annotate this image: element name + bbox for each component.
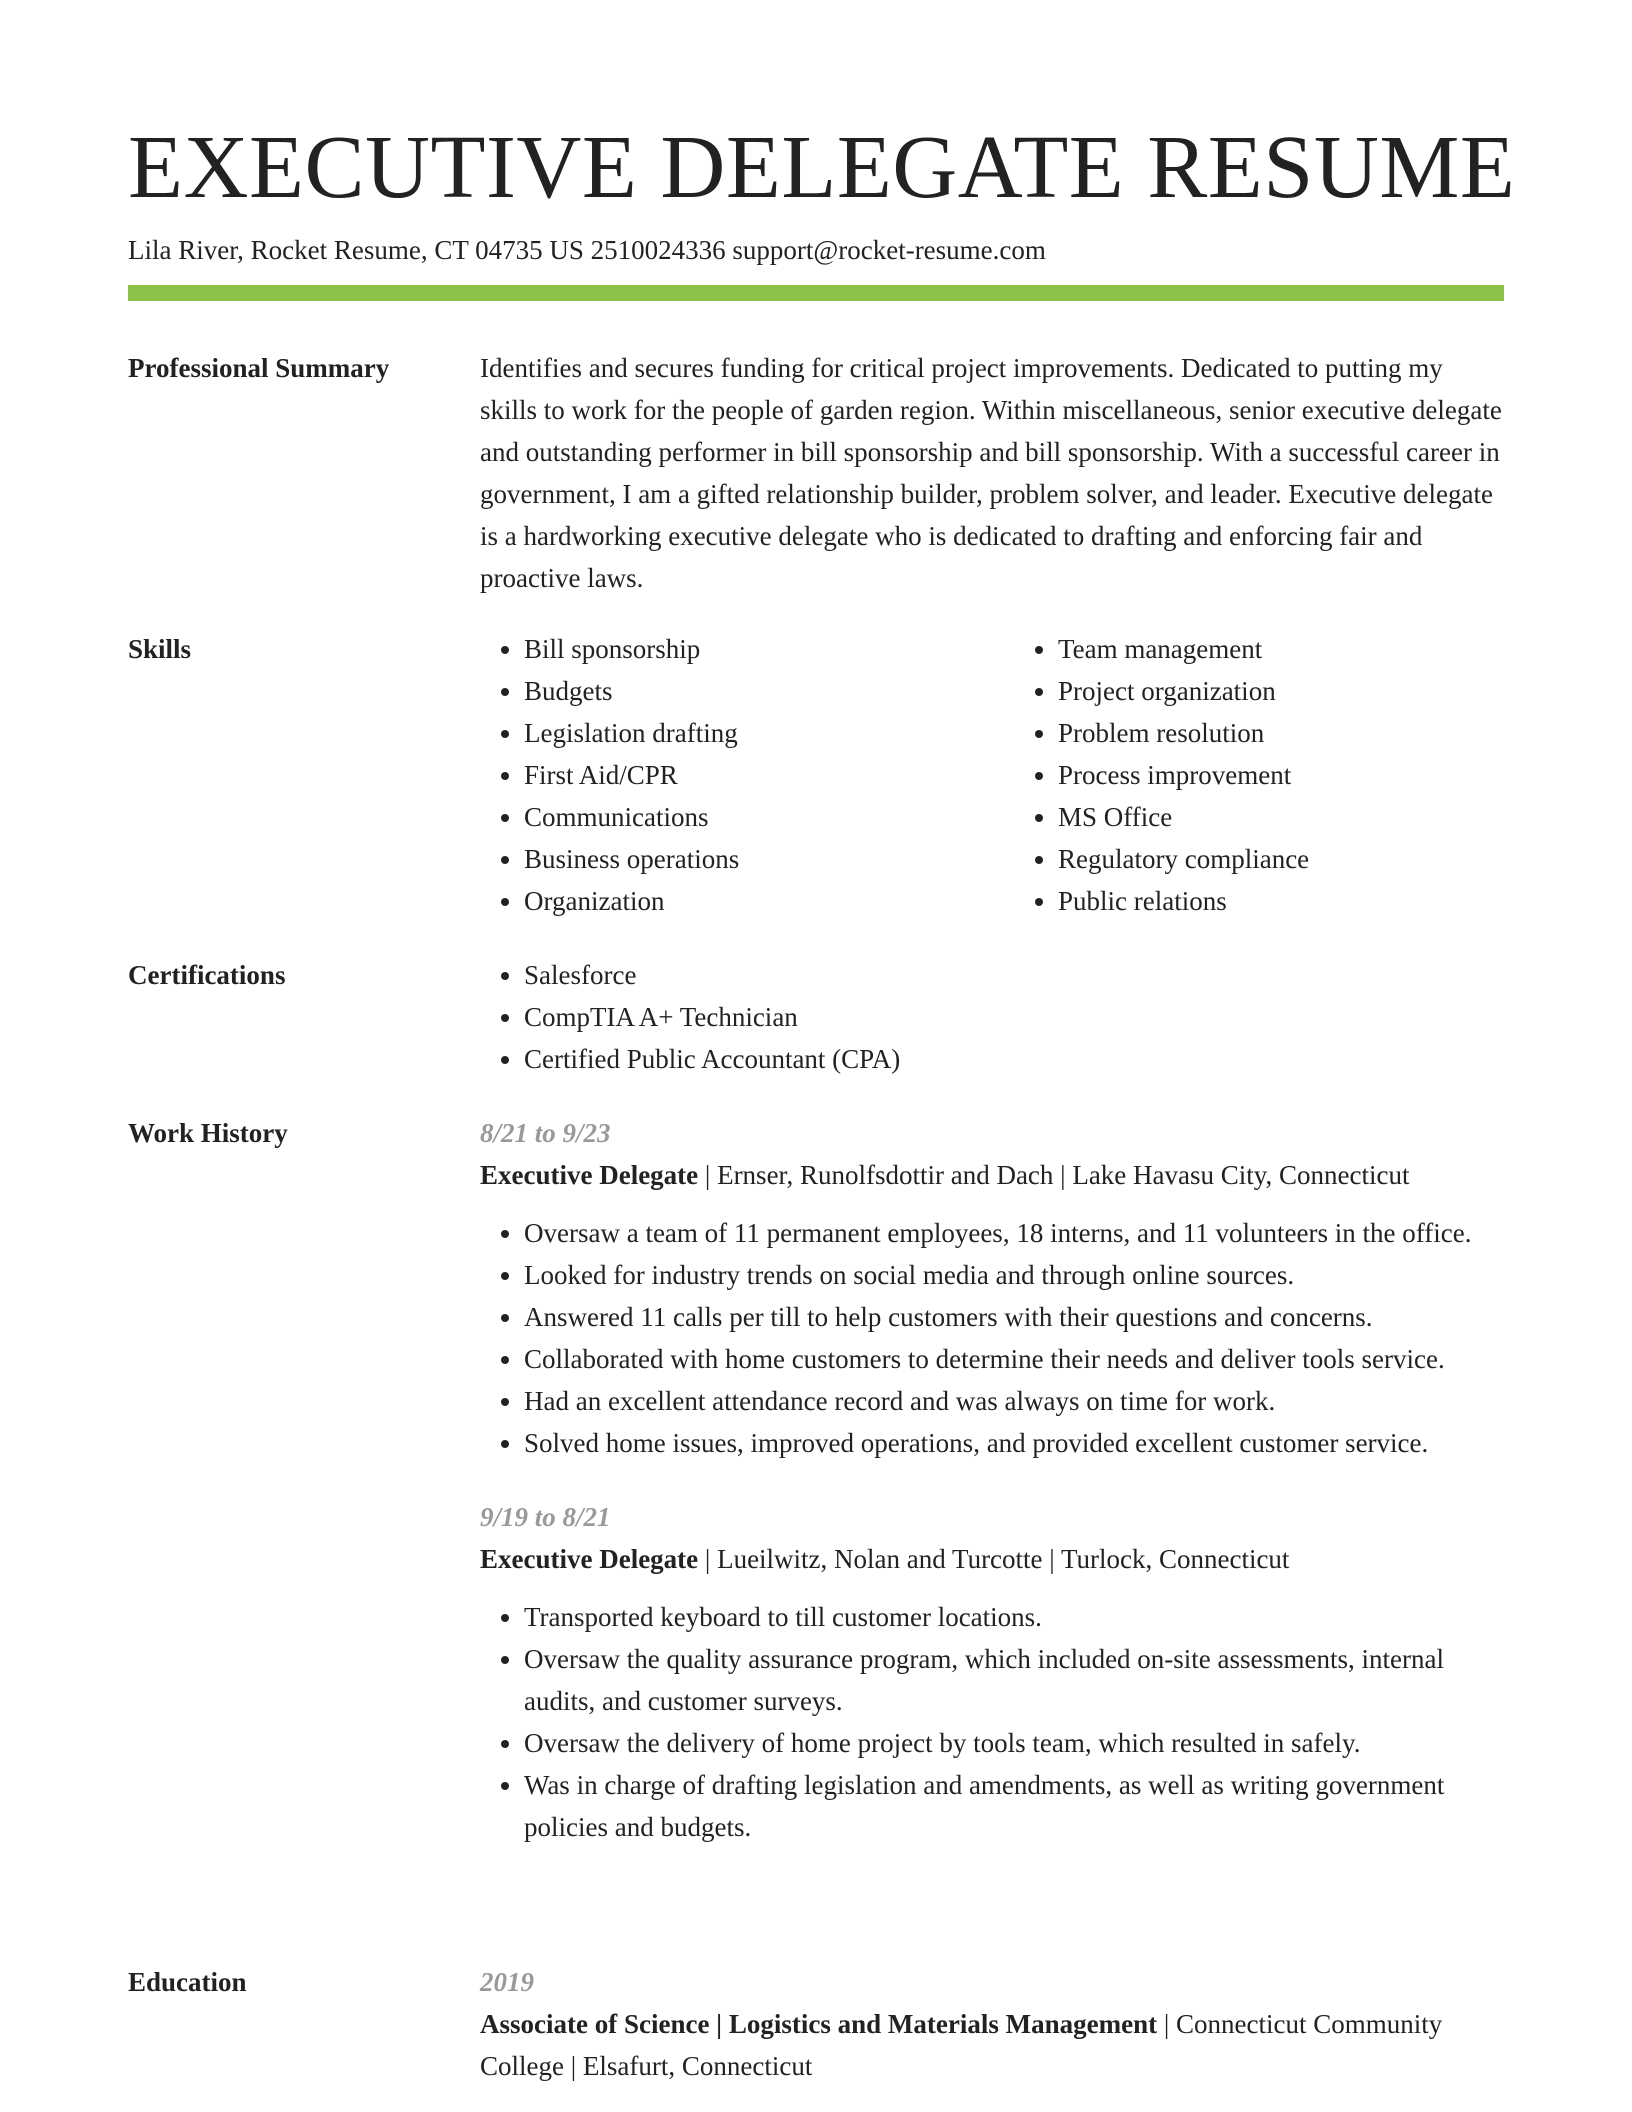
skill-item: • MS Office [1058, 796, 1504, 838]
skills-list-right [1014, 628, 1504, 922]
job-entry [480, 1496, 1504, 1848]
skill-item: • Communications [524, 796, 970, 838]
education-line [480, 2003, 1504, 2087]
skills-heading: Skills [128, 634, 192, 664]
certification-item: • Certified Public Accountant (CPA) [524, 1038, 1504, 1080]
accent-divider [128, 285, 1504, 301]
skill-item: • Bill sponsorship [524, 628, 970, 670]
job-role-line [480, 1154, 1504, 1196]
certification-item: • CompTIA A+ Technician [524, 996, 1504, 1038]
job-title: Executive Delegate [480, 1160, 699, 1190]
skill-item: • First Aid/CPR [524, 754, 970, 796]
job-bullet: • Oversaw the delivery of home project by tools team, which resulted in safely. [524, 1722, 1504, 1764]
job-details: | Lueilwitz, Nolan and Turcotte | Turlock, Connecticut [698, 1544, 1290, 1574]
resume-title: EXECUTIVE DELEGATE RESUME [128, 118, 1516, 217]
skill-item: • Business operations [524, 838, 970, 880]
certification-item: • Salesforce [524, 954, 1504, 996]
contact-line: Lila River, Rocket Resume, CT 04735 US 2510024336 support@rocket-resume.com [128, 235, 1046, 265]
summary-heading: Professional Summary [128, 353, 390, 383]
job-details: | Ernser, Runolfsdottir and Dach | Lake Havasu City, Connecticut [698, 1160, 1410, 1190]
certifications-list [480, 954, 1504, 1080]
job-bullet: • Oversaw the quality assurance program, which included on-site assessments, internal audits, and customer surveys. [524, 1638, 1504, 1722]
education-degree: Associate of Science | Logistics and Materials Management [480, 2009, 1158, 2039]
job-bullet: • Was in charge of drafting legislation and amendments, as well as writing government policies and budgets. [524, 1764, 1504, 1848]
job-entry [480, 1112, 1504, 1464]
job-dates: 9/19 to 8/21 [480, 1502, 611, 1532]
job-bullet: • Collaborated with home customers to determine their needs and deliver tools service. [524, 1338, 1504, 1380]
job-bullet: • Looked for industry trends on social media and through online sources. [524, 1254, 1504, 1296]
job-bullets [480, 1596, 1504, 1848]
job-role-line [480, 1538, 1504, 1580]
job-bullets [480, 1212, 1504, 1464]
certifications-heading: Certifications [128, 960, 286, 990]
job-bullet: • Solved home issues, improved operations, and provided excellent customer service. [524, 1422, 1504, 1464]
job-dates: 8/21 to 9/23 [480, 1118, 611, 1148]
skill-item: • Budgets [524, 670, 970, 712]
skill-item: • Project organization [1058, 670, 1504, 712]
skills-list-left [480, 628, 970, 922]
skill-item: • Team management [1058, 628, 1504, 670]
skill-item: • Organization [524, 880, 970, 922]
education-heading: Education [128, 1967, 247, 1997]
job-title: Executive Delegate [480, 1544, 699, 1574]
skill-item: • Problem resolution [1058, 712, 1504, 754]
education-year: 2019 [480, 1967, 534, 1997]
skill-item: • Regulatory compliance [1058, 838, 1504, 880]
job-bullet: • Answered 11 calls per till to help customers with their questions and concerns. [524, 1296, 1504, 1338]
skill-item: • Legislation drafting [524, 712, 970, 754]
job-bullet: • Had an excellent attendance record and was always on time for work. [524, 1380, 1504, 1422]
skill-item: • Public relations [1058, 880, 1504, 922]
summary-text: Identifies and secures funding for critical project improvements. Dedicated to putting my skills to work for the people of garden region. Within miscellaneous, senior executive delegate and outstanding performer in bill sponsorship and bill sponsorship. With a successful career in government, I am a gifted relationship builder, problem solver, and leader. Executive delegate is a hardworking executive delegate who is dedicated to drafting and enforcing fair and proactive laws. [480, 353, 1502, 593]
skill-item: • Process improvement [1058, 754, 1504, 796]
education-details: | Connecticut Community College | Elsafurt, Connecticut [480, 2009, 1443, 2081]
work-history-heading: Work History [128, 1118, 288, 1148]
job-bullet: • Oversaw a team of 11 permanent employees, 18 interns, and 11 volunteers in the office. [524, 1212, 1504, 1254]
job-bullet: • Transported keyboard to till customer locations. [524, 1596, 1504, 1638]
